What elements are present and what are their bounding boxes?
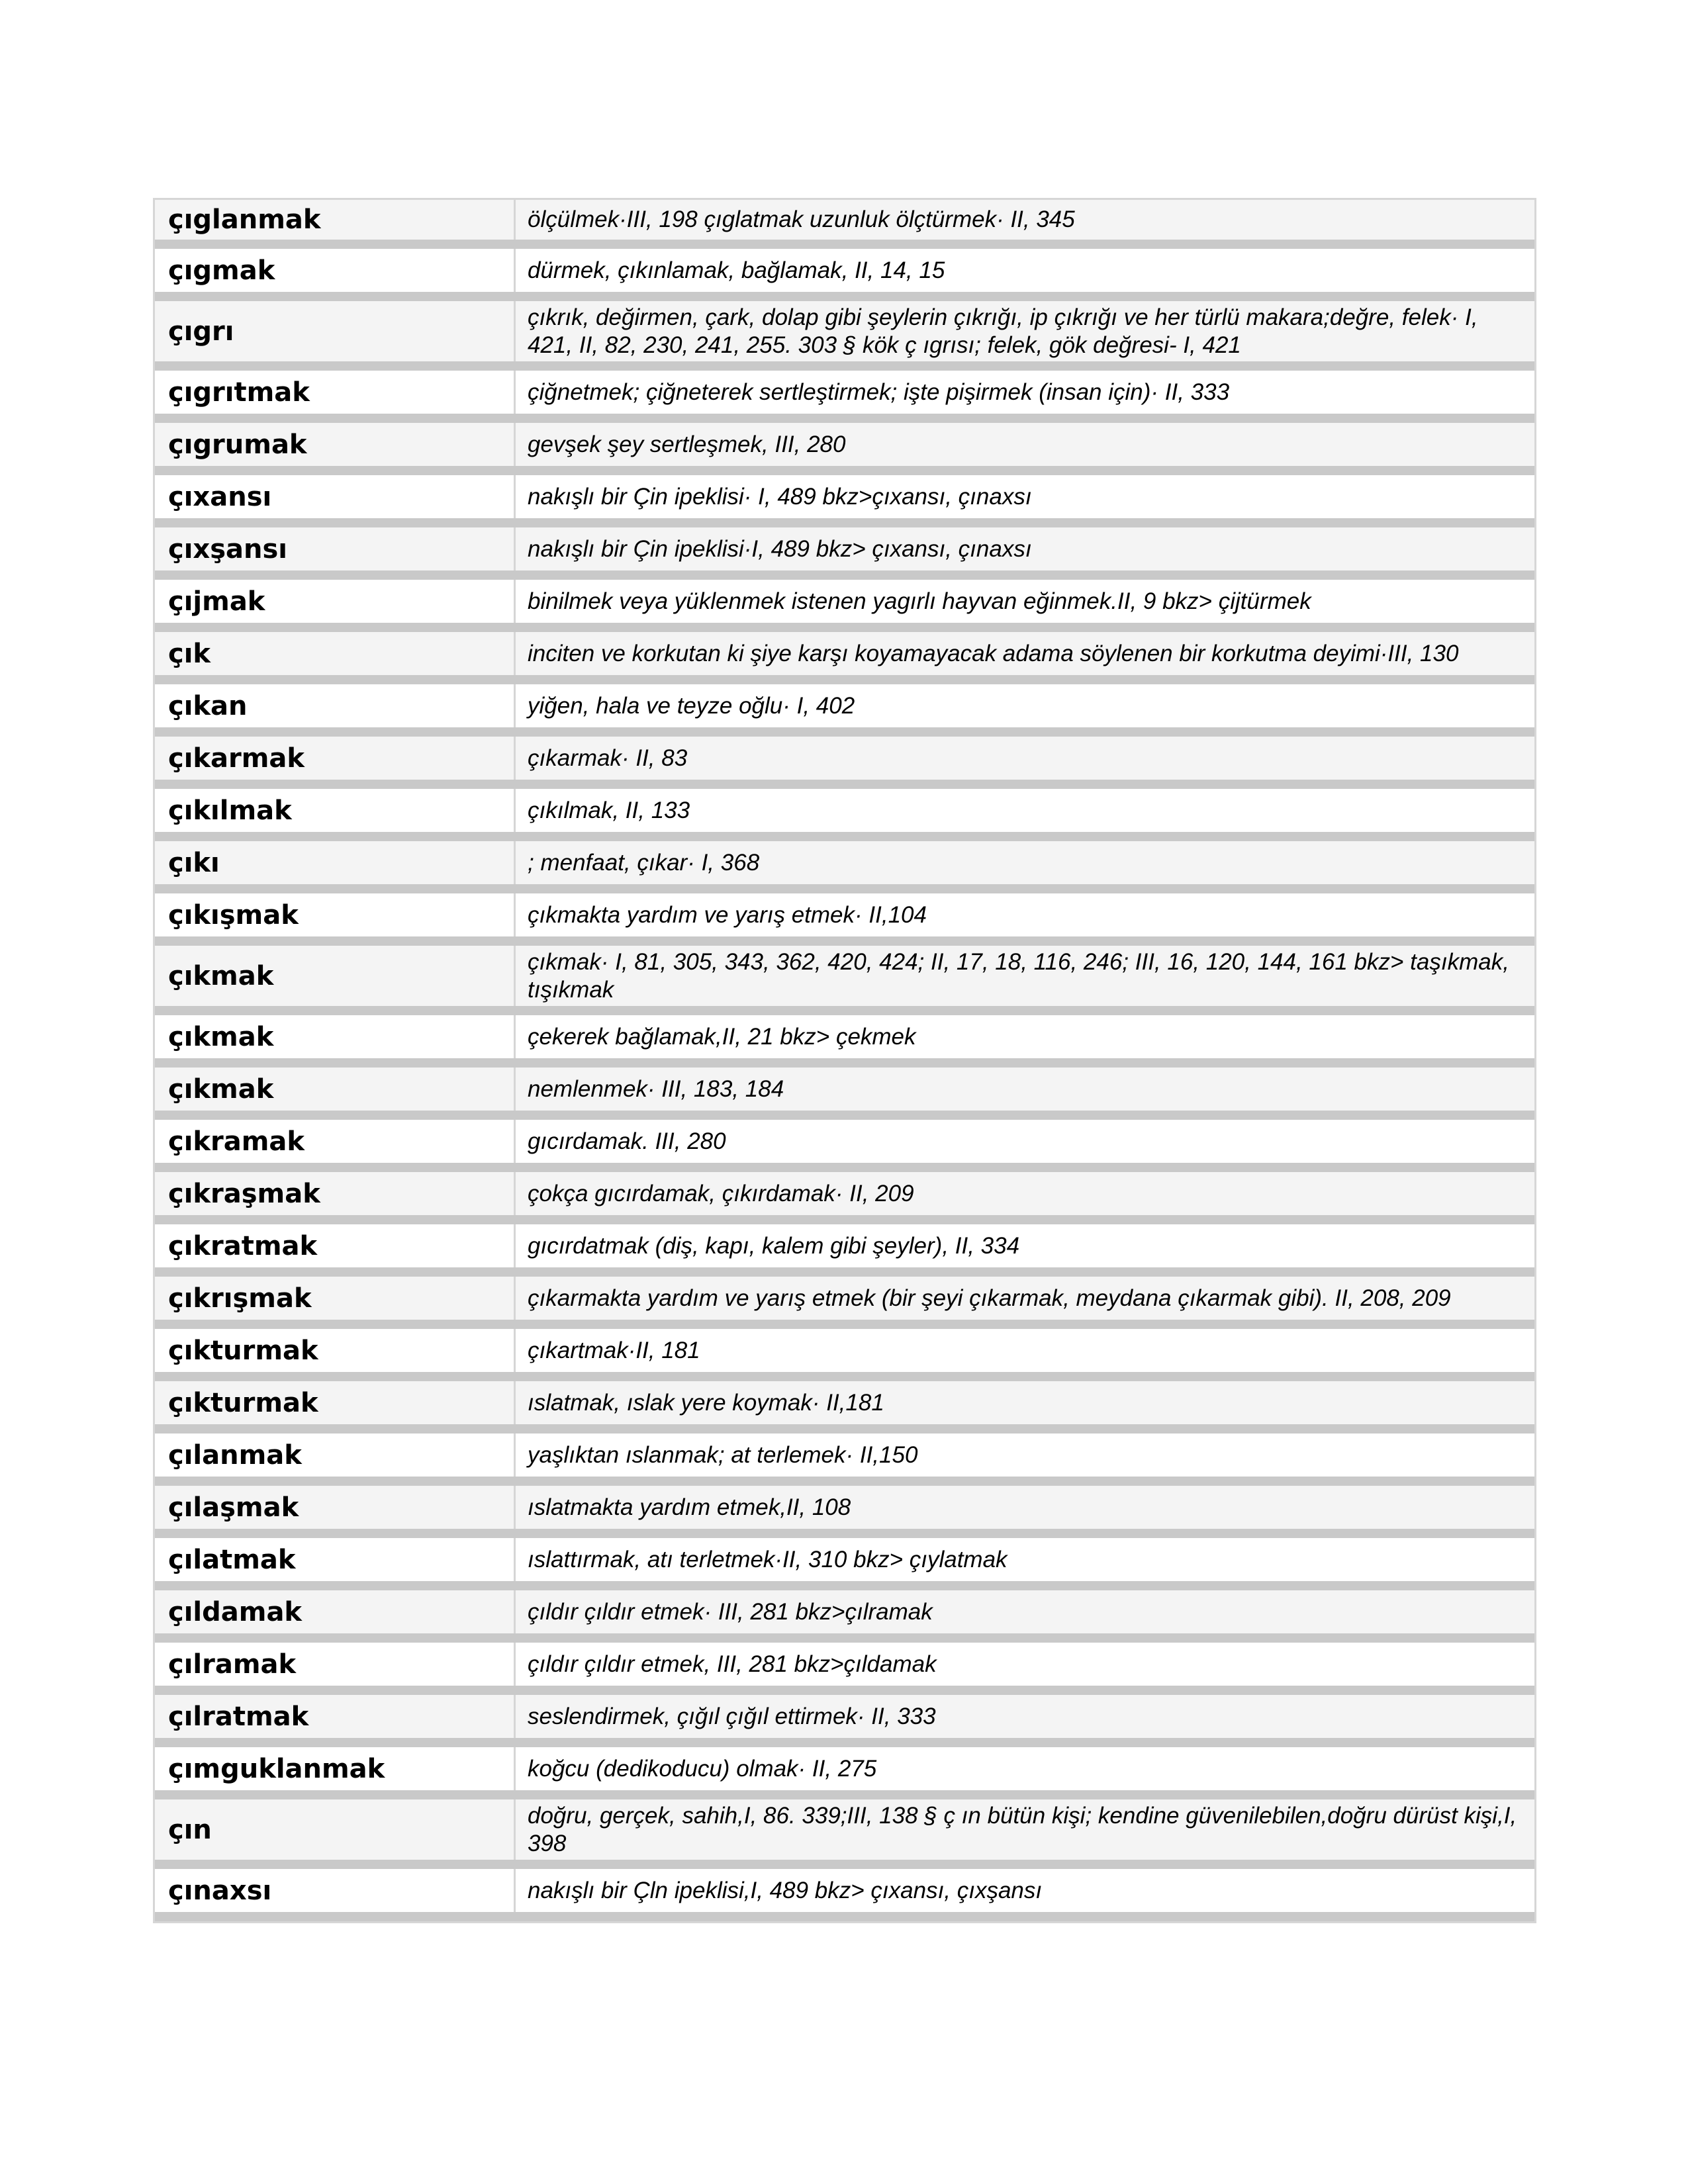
entry-term: çılatmak <box>155 1538 516 1581</box>
entry-term: çılaşmak <box>155 1486 516 1529</box>
entry-term: çıkmak <box>155 1015 516 1058</box>
entry-definition: gıcırdatmak (diş, kapı, kalem gibi şeyler), II, 334 <box>528 1232 1020 1259</box>
entry-term: çıkraşmak <box>155 1172 516 1215</box>
table-row <box>155 789 1534 841</box>
entry-definition: çıkartmak·II, 181 <box>528 1337 700 1363</box>
entry-term: çılramak <box>155 1643 516 1686</box>
entry-definition: çıldır çıldır etmek· III, 281 bkz>çılramak <box>528 1598 933 1625</box>
entry-definition: çıkılmak, II, 133 <box>528 797 690 823</box>
entry-term: çıgrı <box>155 301 516 361</box>
entry-term: çılanmak <box>155 1433 516 1477</box>
entry-term: çıkılmak <box>155 789 516 832</box>
entry-definition: nakışlı bir Çin ipeklisi· I, 489 bkz>çıxansı, çınaxsı <box>528 483 1032 510</box>
entry-definition: seslendirmek, çığıl çığıl ettirmek· II, 333 <box>528 1703 936 1729</box>
table-row <box>155 1538 1534 1590</box>
entry-definition: ; menfaat, çıkar· I, 368 <box>528 849 760 876</box>
table-row <box>155 527 1534 580</box>
entry-definition: yaşlıktan ıslanmak; at terlemek· II,150 <box>528 1441 918 1468</box>
entry-definition: gıcırdamak. III, 280 <box>528 1128 726 1154</box>
table-row <box>155 893 1534 946</box>
entry-definition: yiğen, hala ve teyze oğlu· I, 402 <box>528 692 855 719</box>
entry-definition: koğcu (dedikoducu) olmak· II, 275 <box>528 1755 877 1782</box>
table-row <box>155 249 1534 301</box>
entry-term: çın <box>155 1799 516 1860</box>
table-row <box>155 1433 1534 1486</box>
entry-definition: nakışlı bir Çin ipeklisi·I, 489 bkz> çıxansı, çınaxsı <box>528 535 1032 562</box>
table-row <box>155 1799 1534 1869</box>
table-row <box>155 632 1534 684</box>
entry-definition: nemlenmek· III, 183, 184 <box>528 1075 784 1102</box>
entry-term: çıkratmak <box>155 1224 516 1267</box>
table-row <box>155 841 1534 893</box>
entry-term: çıkrışmak <box>155 1277 516 1320</box>
table-row <box>155 1869 1534 1921</box>
entry-definition: çıkarmak· II, 83 <box>528 745 688 771</box>
table-row <box>155 1277 1534 1329</box>
table-row <box>155 1329 1534 1381</box>
entry-term: çıldamak <box>155 1590 516 1633</box>
entry-definition: inciten ve korkutan ki şiye karşı koyamayacak adama söylenen bir korkutma deyimi·III, 130 <box>528 640 1459 666</box>
entry-term: çıgrıtmak <box>155 371 516 414</box>
entry-definition: doğru, gerçek, sahih,I, 86. 339;III, 138 § ç ın bütün kişi; kendine güvenilebilen,doğru dürüst kişi,I, 398 <box>528 1802 1517 1856</box>
entry-term: çıxşansı <box>155 527 516 570</box>
dictionary-table <box>153 198 1536 1923</box>
entry-definition: çıldır çıldır etmek, III, 281 bkz>çıldamak <box>528 1651 937 1677</box>
entry-term: çıgrumak <box>155 423 516 466</box>
table-row <box>155 684 1534 737</box>
entry-term: çımguklanmak <box>155 1747 516 1790</box>
table-row <box>155 1224 1534 1277</box>
table-row <box>155 1590 1534 1643</box>
entry-definition: çiğnetmek; çiğneterek sertleştirmek; işte pişirmek (insan için)· II, 333 <box>528 379 1230 405</box>
table-row <box>155 371 1534 423</box>
entry-term: çıglanmak <box>155 200 516 240</box>
table-row <box>155 1068 1534 1120</box>
entry-term: çıkışmak <box>155 893 516 936</box>
entry-definition: dürmek, çıkınlamak, bağlamak, II, 14, 15 <box>528 257 945 283</box>
entry-term: çıxansı <box>155 475 516 518</box>
entry-definition: binilmek veya yüklenmek istenen yagırlı hayvan eğinmek.II, 9 bkz> çijtürmek <box>528 588 1311 614</box>
entry-definition: ıslatmak, ıslak yere koymak· II,181 <box>528 1389 884 1416</box>
table-row <box>155 200 1534 249</box>
entry-term: çıkramak <box>155 1120 516 1163</box>
entry-definition: çıkmak· I, 81, 305, 343, 362, 420, 424; II, 17, 18, 116, 246; III, 16, 120, 144, 161 bkz> taşıkmak, tışıkmak <box>528 948 1509 1003</box>
entry-definition: nakışlı bir Çln ipeklisi,I, 489 bkz> çıxansı, çıxşansı <box>528 1877 1043 1903</box>
table-row <box>155 946 1534 1015</box>
entry-term: çıkturmak <box>155 1381 516 1424</box>
entry-term: çıjmak <box>155 580 516 623</box>
entry-term: çınaxsı <box>155 1869 516 1912</box>
entry-definition: ıslattırmak, atı terletmek·II, 310 bkz> çıylatmak <box>528 1546 1008 1572</box>
table-row <box>155 1015 1534 1068</box>
table-row <box>155 1172 1534 1224</box>
table-row <box>155 423 1534 475</box>
entry-definition: ıslatmakta yardım etmek,II, 108 <box>528 1494 851 1520</box>
table-row <box>155 1486 1534 1538</box>
entry-term: çıkmak <box>155 1068 516 1111</box>
entry-definition: gevşek şey sertleşmek, III, 280 <box>528 431 846 457</box>
entry-term: çıkmak <box>155 946 516 1006</box>
table-row <box>155 1747 1534 1799</box>
entry-term: çık <box>155 632 516 675</box>
entry-definition: çıkarmakta yardım ve yarış etmek (bir şeyi çıkarmak, meydana çıkarmak gibi). II, 208, 209 <box>528 1285 1451 1311</box>
table-row <box>155 301 1534 371</box>
entry-term: çıkturmak <box>155 1329 516 1372</box>
entry-term: çıgmak <box>155 249 516 292</box>
table-row <box>155 475 1534 527</box>
entry-definition: çıkmakta yardım ve yarış etmek· II,104 <box>528 901 927 928</box>
table-row <box>155 1643 1534 1695</box>
entry-term: çıkan <box>155 684 516 727</box>
table-row <box>155 1120 1534 1172</box>
entry-term: çılratmak <box>155 1695 516 1738</box>
table-row <box>155 737 1534 789</box>
entry-term: çıkarmak <box>155 737 516 780</box>
table-row <box>155 580 1534 632</box>
entry-definition: çekerek bağlamak,II, 21 bkz> çekmek <box>528 1023 916 1050</box>
entry-definition: ölçülmek·III, 198 çıglatmak uzunluk ölçtürmek· II, 345 <box>528 206 1075 232</box>
entry-definition: çokça gıcırdamak, çıkırdamak· II, 209 <box>528 1180 914 1206</box>
table-row <box>155 1381 1534 1433</box>
table-row <box>155 1695 1534 1747</box>
entry-term: çıkı <box>155 841 516 884</box>
entry-definition: çıkrık, değirmen, çark, dolap gibi şeylerin çıkrığı, ip çıkrığı ve her türlü makara;değre, felek· I, 421, II, 82, 230, 241, 255. 303 § kök ç ıgrısı; felek, gök değresi- I, 421 <box>528 304 1478 358</box>
